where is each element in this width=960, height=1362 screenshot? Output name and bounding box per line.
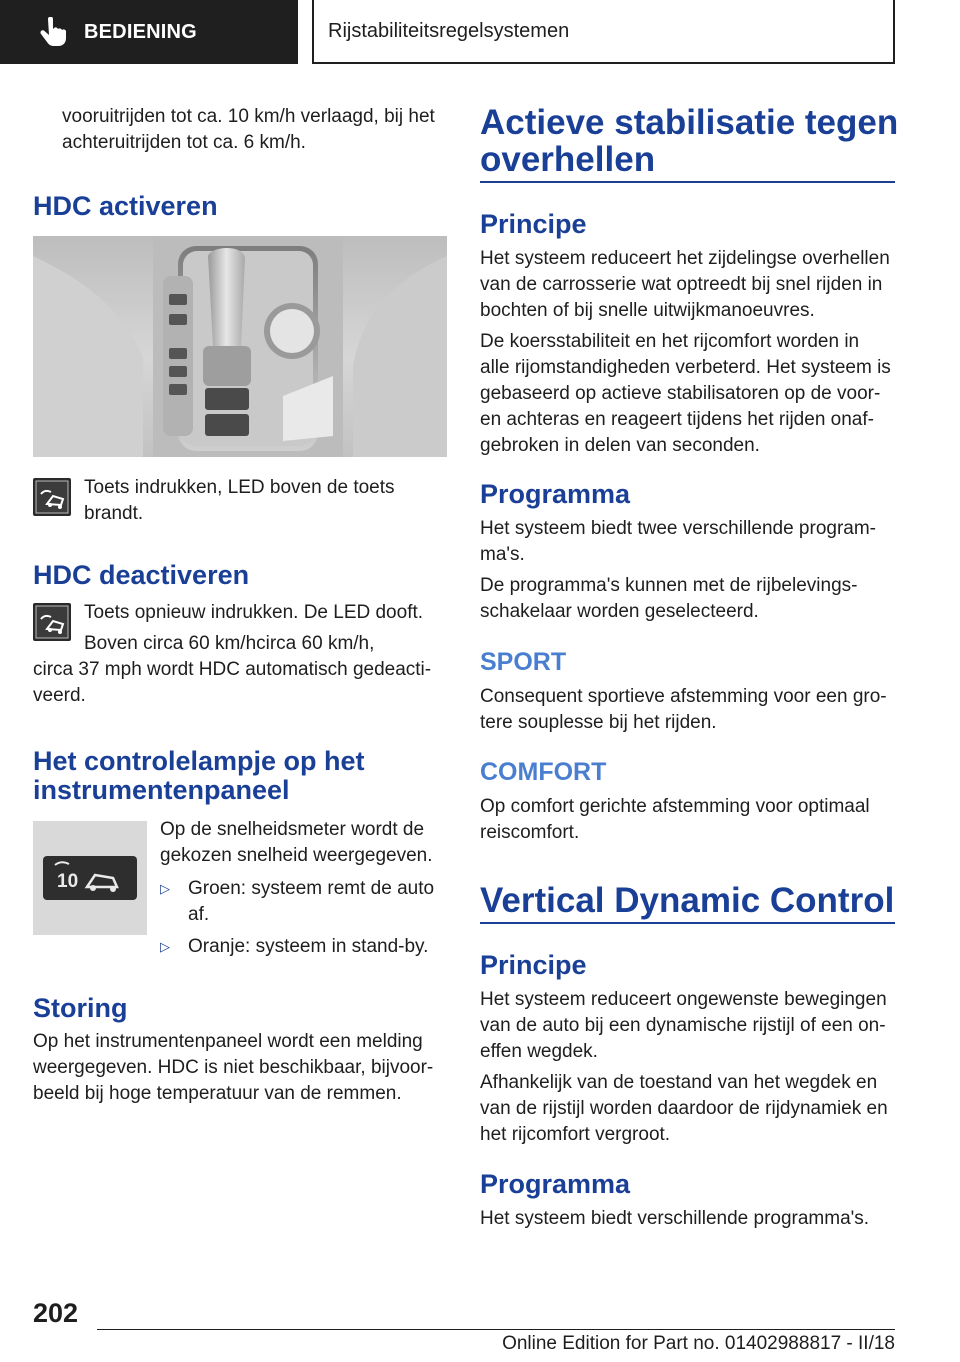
indicator-heading-1: Het controlelampje op het	[33, 746, 365, 776]
fault-text-1: Op het instrumentenpaneel wordt een melding	[33, 1031, 423, 1052]
active-principle-line-1: Het systeem reduceert het zijdelingse overhellen	[480, 248, 890, 269]
hdc-deactivate-text-4: veerd.	[33, 685, 86, 706]
active-principle2-line-4: en achteras en reageert tijdens het rijden onaf-	[480, 409, 874, 430]
indicator-speed-number: 10	[57, 871, 79, 892]
edition-text: Online Edition for Part no. 01402988817 - II/18	[502, 1333, 895, 1354]
vdc-heading-rule	[480, 922, 895, 924]
chapter-tab	[0, 0, 298, 64]
vdc-principle2-line-1: Afhankelijk van de toestand van het wegdek en	[480, 1072, 878, 1093]
active-program2-line-1: De programma's kunnen met de rijbelevings-	[480, 575, 858, 596]
bullet-green-line-1: Groen: systeem remt de auto	[188, 878, 435, 899]
comfort-heading: COMFORT	[480, 758, 607, 786]
active-principle2-line-1: De koersstabiliteit en het rijcomfort worden in	[480, 331, 860, 352]
active-principle-heading: Principe	[480, 209, 587, 239]
hdc-deactivate-text-1: Toets opnieuw indrukken. De LED dooft.	[84, 602, 424, 623]
section-label: Rijstabiliteitsregelsystemen	[328, 19, 570, 42]
vdc-principle-line-3: effen wegdek.	[480, 1041, 598, 1062]
vdc-heading: Vertical Dynamic Control	[480, 881, 895, 920]
fault-text-3: beeld bij hoge temperatuur van de remmen.	[33, 1083, 402, 1104]
indicator-text-1: Op de snelheidsmeter wordt de	[160, 819, 425, 840]
hdc-button-icon	[33, 478, 71, 516]
intro-line-1: vooruitrijden tot ca. 10 km/h verlaagd, bij het	[62, 106, 435, 127]
console-illustration	[33, 236, 447, 457]
vdc-principle-line-2: van de auto bij een dynamische rijstijl of een on-	[480, 1015, 886, 1036]
active-principle2-line-5: gebroken in delen van seconden.	[480, 435, 760, 456]
active-principle2-line-2: alle rijomstandigheden verbeterd. Het systeem is	[480, 357, 891, 378]
active-program-line-1: Het systeem biedt twee verschillende program-	[480, 518, 877, 539]
hdc-deactivate-text-2: Boven circa 60 km/hcirca 60 km/h,	[84, 633, 375, 654]
indicator-heading-2: instrumentenpaneel	[33, 775, 290, 805]
sport-line-1: Consequent sportieve afstemming voor een gro-	[480, 686, 887, 707]
active-principle2-line-3: gebaseerd op actieve stabilisatoren op de voor-	[480, 383, 881, 404]
hdc-activate-text-1: Toets indrukken, LED boven de toets	[84, 477, 395, 498]
fault-text-2: weergegeven. HDC is niet beschikbaar, bijvoor-	[33, 1057, 434, 1078]
hand-pointer-icon	[40, 17, 66, 47]
vdc-principle2-line-2: van de rijstijl worden daardoor de rijdynamiek en	[480, 1098, 888, 1119]
vdc-principle-line-1: Het systeem reduceert ongewenste bewegingen	[480, 989, 887, 1010]
active-principle-line-2: van de carrosserie wat optreedt bij snel rijden in	[480, 274, 883, 295]
comfort-line-1: Op comfort gerichte afstemming voor optimaal	[480, 796, 870, 817]
vdc-principle-heading: Principe	[480, 950, 587, 980]
section-tab	[312, 0, 895, 64]
sport-line-2: tere souplesse bij het rijden.	[480, 712, 717, 733]
bullet-triangle-icon: ▷	[160, 939, 170, 954]
vdc-program-heading: Programma	[480, 1169, 631, 1199]
page-number: 202	[33, 1298, 79, 1328]
bullet-green-line-2: af.	[188, 904, 210, 925]
indicator-lamp-image	[33, 821, 147, 935]
hdc-button-icon-2	[33, 603, 71, 641]
active-program-line-2: ma's.	[480, 544, 525, 565]
vdc-program-text: Het systeem biedt verschillende programma's.	[480, 1208, 870, 1229]
indicator-text-2: gekozen snelheid weergegeven.	[160, 845, 433, 866]
active-program2-line-2: schakelaar worden geselecteerd.	[480, 601, 759, 622]
active-program-heading: Programma	[480, 479, 631, 509]
hdc-deactivate-heading: HDC deactiveren	[33, 560, 250, 590]
active-heading-rule	[480, 181, 895, 183]
hdc-activate-text-2: brandt.	[84, 503, 144, 524]
intro-line-2: achteruitrijden tot ca. 6 km/h.	[62, 132, 306, 153]
bullet-orange-text: Oranje: systeem in stand-by.	[188, 936, 429, 957]
hdc-deactivate-text-3: circa 37 mph wordt HDC automatisch gedeacti-	[33, 659, 432, 680]
hdc-activate-heading: HDC activeren	[33, 191, 218, 221]
comfort-line-2: reiscomfort.	[480, 822, 580, 843]
fault-heading: Storing	[33, 993, 128, 1023]
active-heading-1: Actieve stabilisatie tegen	[480, 103, 899, 142]
active-heading-2: overhellen	[480, 140, 656, 179]
gear-console-photo	[33, 236, 447, 457]
footer-rule	[97, 1329, 895, 1330]
bullet-triangle-icon: ▷	[160, 881, 170, 896]
vdc-principle2-line-3: het rijcomfort vergroot.	[480, 1124, 671, 1145]
active-principle-line-3: bochten of bij snelle uitwijkmanoeuvres.	[480, 300, 815, 321]
sport-heading: SPORT	[480, 648, 567, 676]
chapter-label: BEDIENING	[84, 20, 197, 43]
